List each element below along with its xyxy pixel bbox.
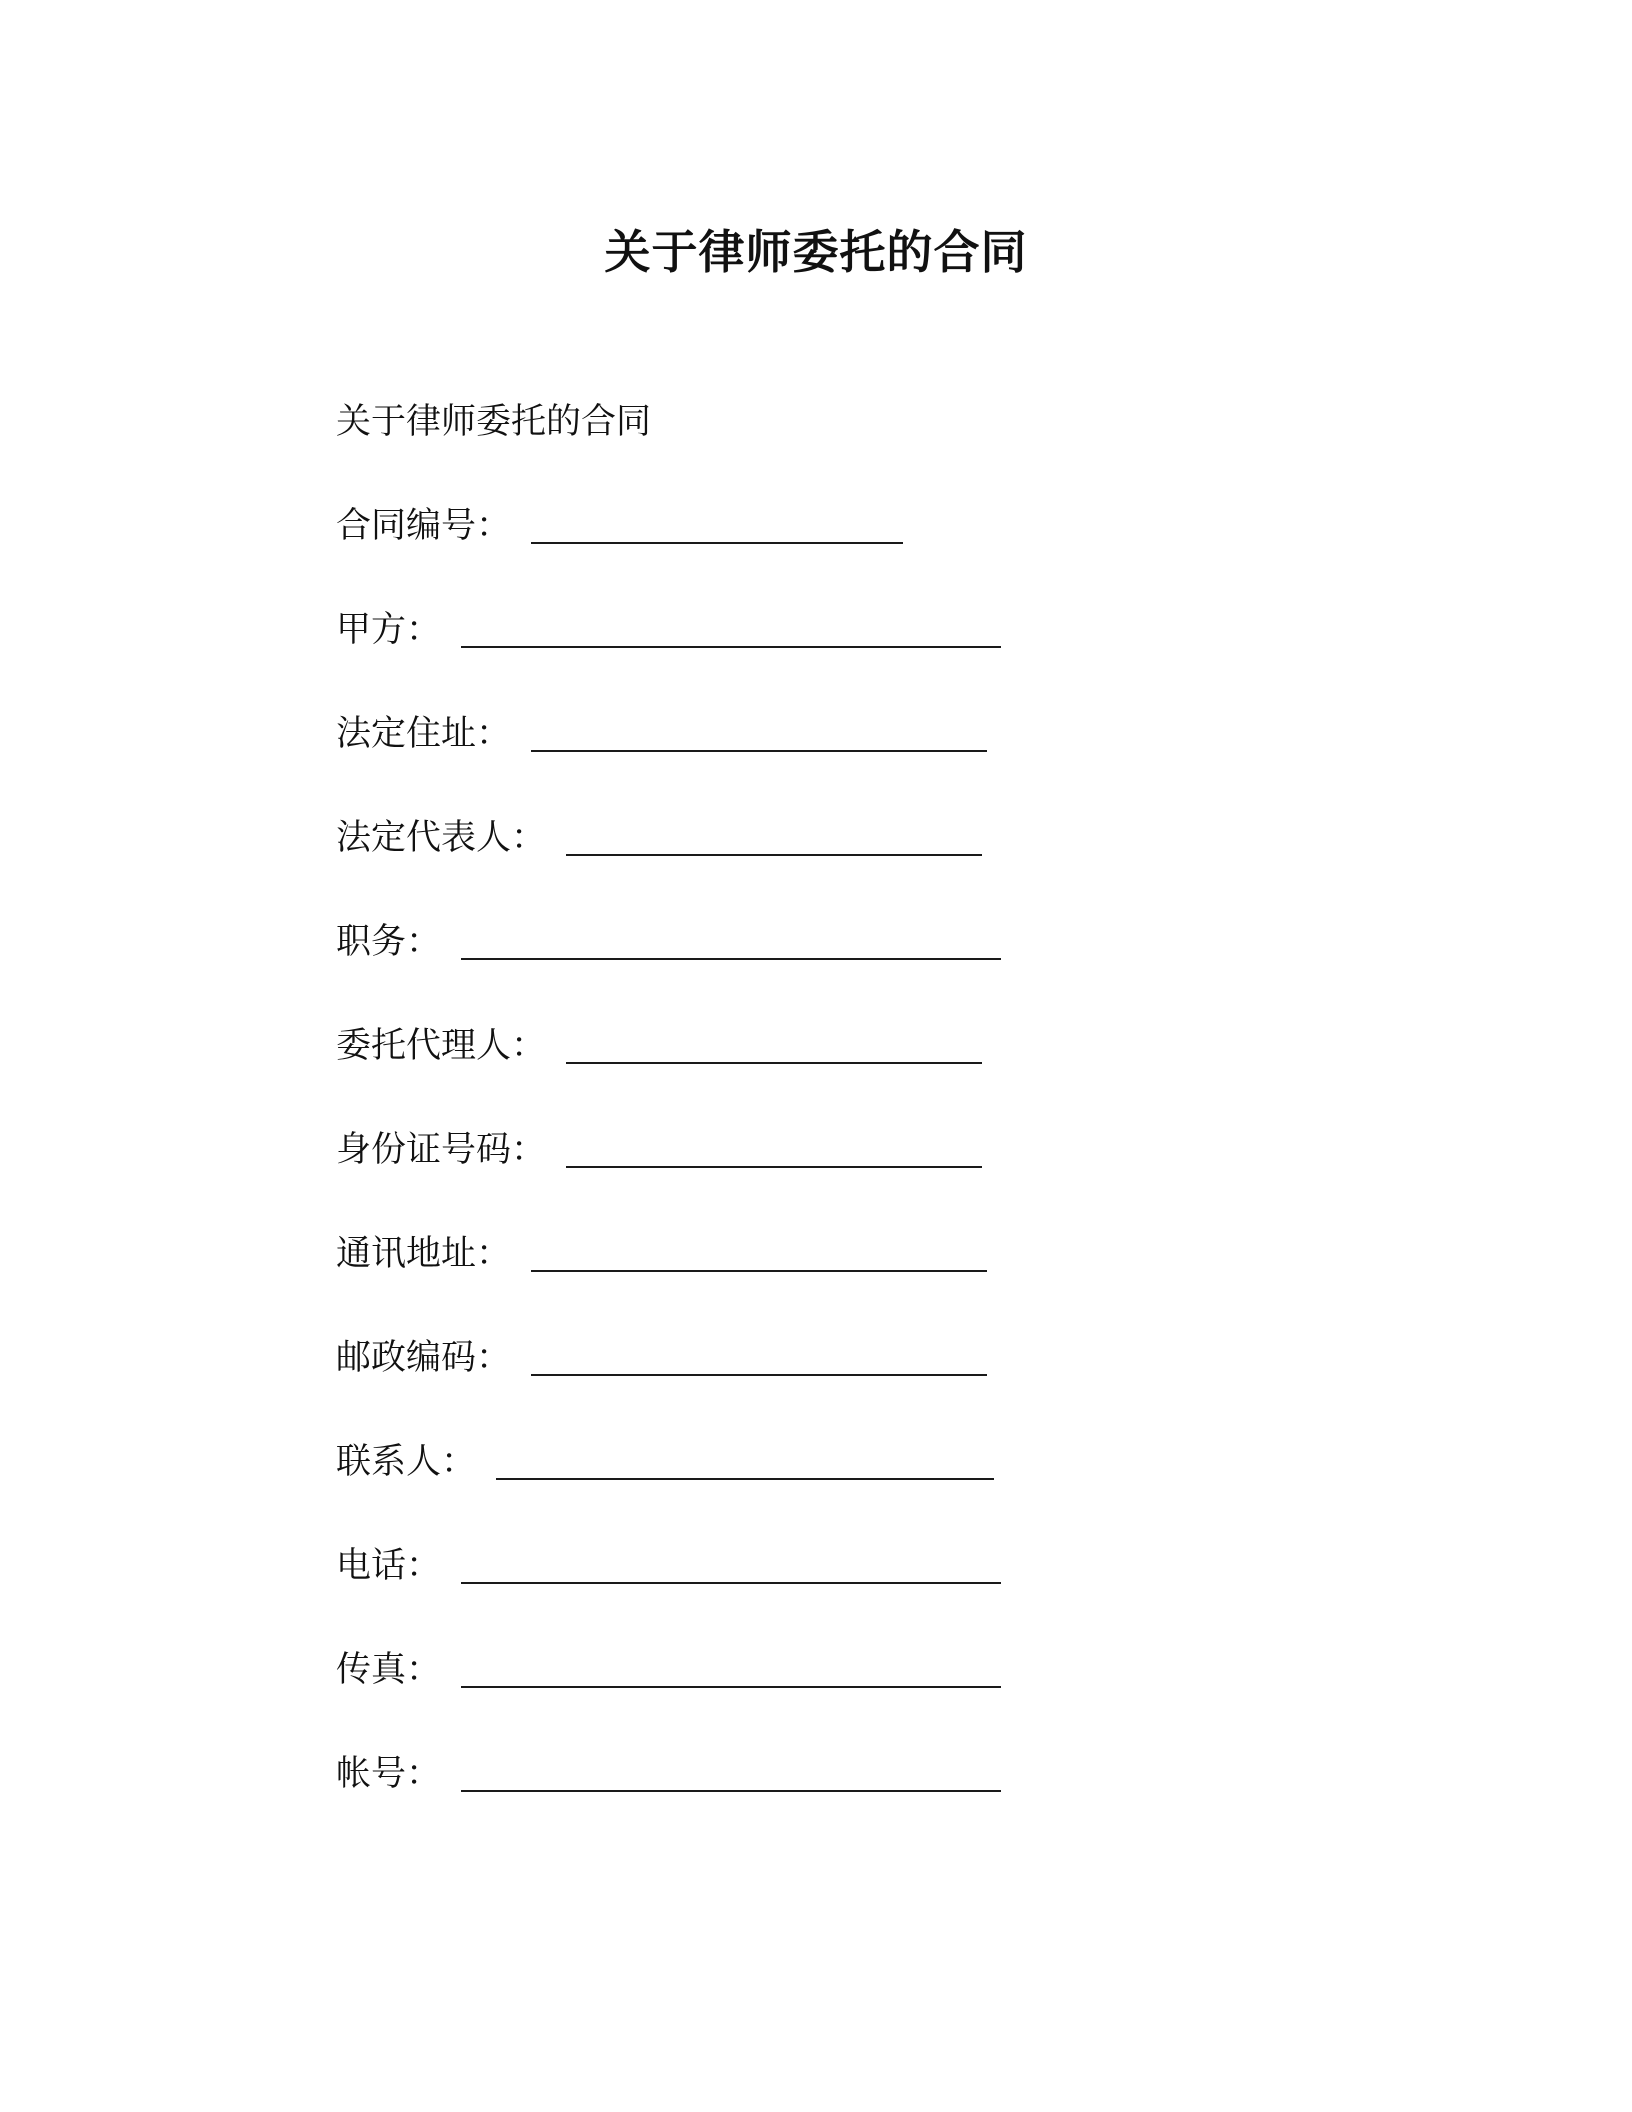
fill-in-blank (531, 1374, 987, 1376)
field-label: 合同编号 (336, 506, 477, 546)
field-party-a (336, 602, 1336, 658)
field-label: 甲方 (336, 610, 407, 650)
fill-in-blank (566, 1166, 982, 1168)
field-colon: ： (441, 1442, 477, 1482)
field-label: 传真 (336, 1650, 407, 1690)
field-fax (336, 1642, 1336, 1698)
field-colon: ： (511, 818, 547, 858)
field-colon: ： (476, 1234, 512, 1274)
document-title: 关于律师委托的合同 (604, 225, 1028, 279)
field-legal-address (336, 706, 1336, 762)
fill-in-blank (531, 542, 903, 544)
field-telephone (336, 1538, 1336, 1594)
fill-in-blank (461, 1582, 1001, 1584)
field-legal-representative (336, 810, 1336, 866)
field-position (336, 914, 1336, 970)
form-fields (336, 498, 1336, 1802)
field-label: 委托代理人 (336, 1026, 512, 1066)
field-colon: ： (406, 1754, 442, 1794)
field-label: 帐号 (336, 1754, 407, 1794)
field-mailing-address (336, 1226, 1336, 1282)
field-id-number (336, 1122, 1336, 1178)
fill-in-blank (496, 1478, 994, 1480)
fill-in-blank (531, 750, 987, 752)
field-colon: ： (476, 1338, 512, 1378)
field-colon: ： (511, 1130, 547, 1170)
field-label: 邮政编码 (336, 1338, 477, 1378)
field-colon: ： (406, 1650, 442, 1690)
field-colon: ： (476, 506, 512, 546)
fill-in-blank (461, 1686, 1001, 1688)
field-label: 电话 (336, 1546, 407, 1586)
field-colon: ： (476, 714, 512, 754)
fill-in-blank (461, 1790, 1001, 1792)
field-label: 联系人 (336, 1442, 442, 1482)
field-contact-person (336, 1434, 1336, 1490)
field-label: 法定住址 (336, 714, 477, 754)
fill-in-blank (566, 854, 982, 856)
field-colon: ： (406, 610, 442, 650)
field-label: 法定代表人 (336, 818, 512, 858)
document-subtitle: 关于律师委托的合同 (336, 402, 652, 442)
field-colon: ： (406, 922, 442, 962)
fill-in-blank (566, 1062, 982, 1064)
field-postal-code (336, 1330, 1336, 1386)
field-account-number (336, 1746, 1336, 1802)
fill-in-blank (531, 1270, 987, 1272)
field-label: 职务 (336, 922, 407, 962)
field-label: 通讯地址 (336, 1234, 477, 1274)
field-label: 身份证号码 (336, 1130, 512, 1170)
fill-in-blank (461, 958, 1001, 960)
field-authorized-agent (336, 1018, 1336, 1074)
document-body (336, 394, 1336, 1850)
field-colon: ： (406, 1546, 442, 1586)
fill-in-blank (461, 646, 1001, 648)
field-colon: ： (511, 1026, 547, 1066)
field-contract-number (336, 498, 1336, 554)
